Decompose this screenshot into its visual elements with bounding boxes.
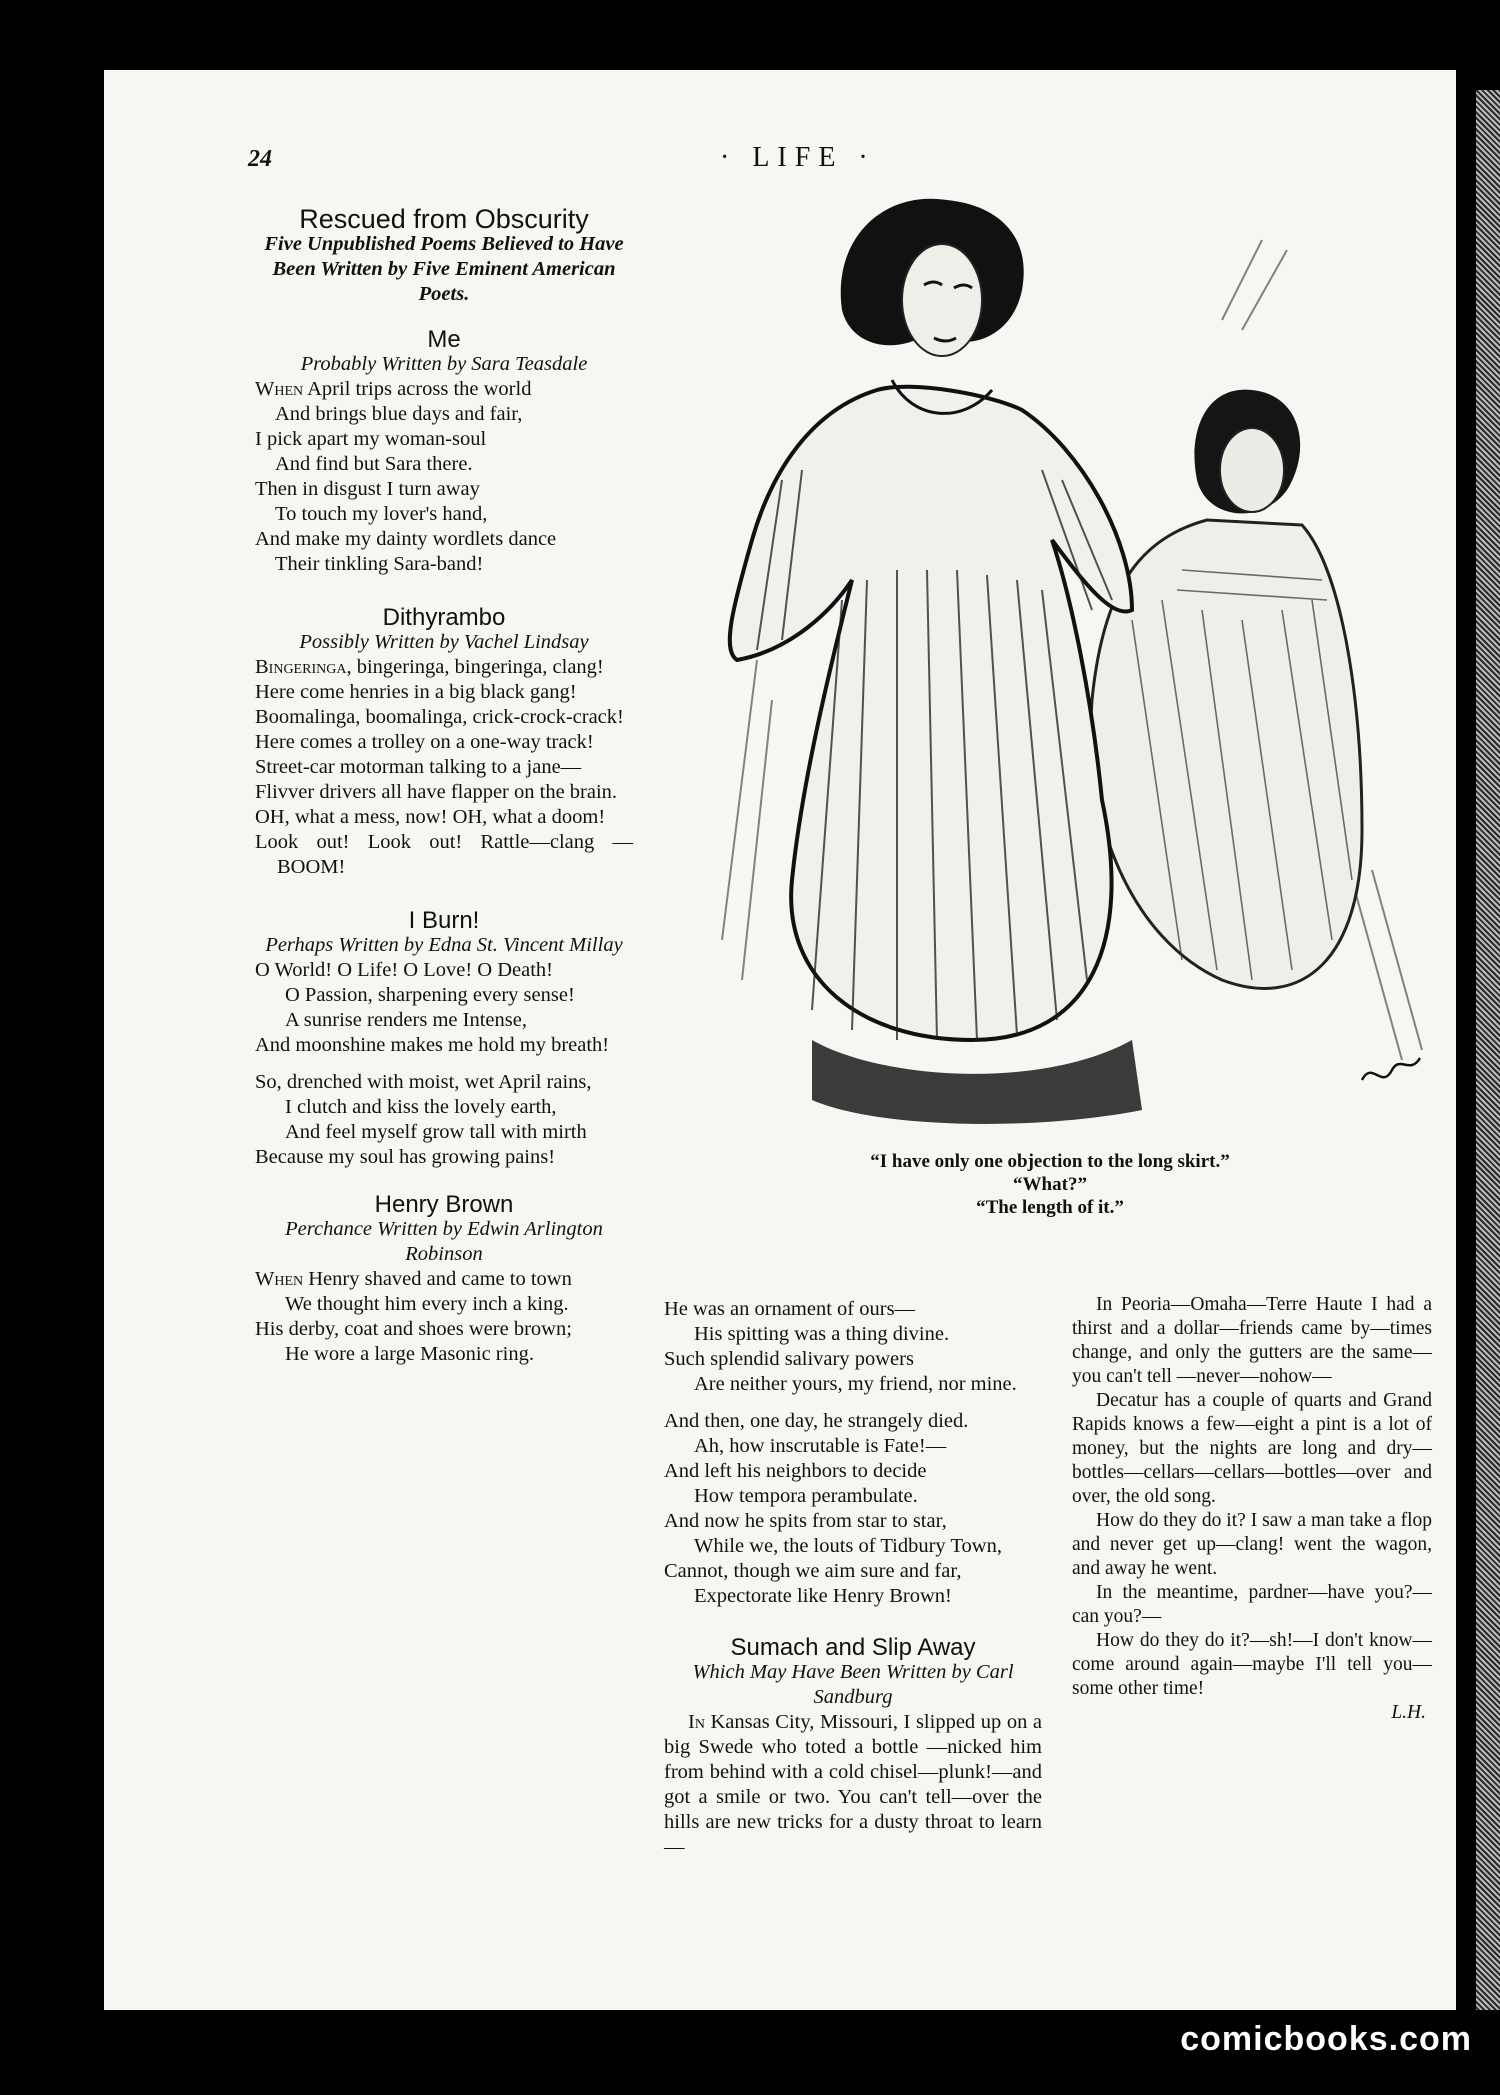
column-middle: [664, 1297, 1042, 1860]
poem-title-me: Me: [427, 326, 461, 353]
poem-attribution-i-burn: Perhaps Written by Edna St. Vincent Millay: [265, 934, 623, 956]
illustration-two-women: [662, 180, 1440, 1137]
poem-i-burn-stanza-2: So, drenched with moist, wet April rains, I clutch and kiss the lovely earth, And feel myself grow tall with mirth Because my soul has growing pains!: [255, 1071, 592, 1168]
poem-sumach-para-2: In Peoria—Omaha—Terre Haute I had a thirst and a dollar—friends came by—times change, and only the gutters are the same—you can't tell —never—nohow—: [1072, 1294, 1432, 1387]
poem-me-body: When April trips across the world And brings blue days and fair, I pick apart my woman-soul And find but Sara there. Then in disgust I turn away To touch my lover's hand, And make my dainty wordlets dance Their tinkling Sara-band!: [255, 378, 557, 575]
masthead: · LIFE ·: [720, 142, 876, 173]
poem-sumach-para-6: How do they do it?—sh!—I don't know—come around again—maybe I'll tell you—some other time!: [1072, 1630, 1432, 1699]
poem-attribution-dithyrambo: Possibly Written by Vachel Lindsay: [299, 631, 589, 653]
illustration-caption: “I have only one objection to the long skirt.” “What?” “The length of it.”: [870, 1151, 1230, 1218]
column-left: [255, 204, 633, 1379]
poem-title-henry-brown: Henry Brown: [374, 1191, 514, 1218]
poem-sumach-para-1: In Kansas City, Missouri, I slipped up on a big Swede who toted a bottle —nicked him from behind with a cold chisel—plunk!—and got a smile or two. You can't tell—over the hills are new tricks for a dusty throat to learn—: [664, 1711, 1042, 1858]
poem-title-dithyrambo: Dithyrambo: [382, 604, 506, 631]
poem-i-burn-stanza-1: O World! O Life! O Love! O Death! O Passion, sharpening every sense! A sunrise renders me Intense, And moonshine makes me hold my breath!: [255, 959, 610, 1056]
poem-title-sumach: Sumach and Slip Away: [730, 1634, 976, 1661]
poem-henry-brown-stanza-3: And then, one day, he strangely died. Ah, how inscrutable is Fate!— And left his neighbors to decide How tempora perambulate. And now he spits from star to star, While we, the louts of Tidbury Town, Cannot, though we aim sure and far, Expectorate like Henry Brown!: [664, 1410, 1002, 1607]
poem-attribution-sumach: Which May Have Been Written by Carl Sandburg: [692, 1661, 1014, 1708]
poem-henry-brown-stanza-2: He was an ornament of ours— His spitting was a thing divine. Such splendid salivary powers Are neither yours, my friend, nor mine.: [664, 1298, 1017, 1395]
poem-attribution-me: Probably Written by Sara Teasdale: [300, 353, 588, 375]
poem-sumach-para-5: In the meantime, pardner—have you?—can you?—: [1072, 1582, 1432, 1627]
poem-attribution-henry-brown: Perchance Written by Edwin Arlington Robinson: [285, 1218, 603, 1265]
poem-title-i-burn: I Burn!: [408, 907, 480, 934]
poem-sumach-para-3: Decatur has a couple of quarts and Grand Rapids knows a few—eight a pint is a lot of money, but the nights are long and dry—bottles—cellars—cellars—bottles—over and over, the old song.: [1072, 1390, 1432, 1507]
column-right: [1072, 1294, 1432, 1725]
author-signature: L.H.: [1391, 1702, 1426, 1723]
poem-sumach-para-4: How do they do it? I saw a man take a flop and never get up—clang! went the wagon, and away he went.: [1072, 1510, 1432, 1579]
watermark: comicbooks.com: [1180, 2020, 1472, 2058]
page-number: 24: [248, 146, 272, 172]
article-title: Rescued from Obscurity: [299, 204, 589, 234]
adjacent-page-edge: [1466, 90, 1500, 2010]
article-subtitle: Five Unpublished Poems Believed to Have Been Written by Five Eminent American Poets.: [264, 233, 624, 305]
poem-dithyrambo-body: Bingeringa, bingeringa, bingeringa, clang! Here come henries in a big black gang! Boomalinga, boomalinga, crick-crock-crack! Here comes a trolley on a one-way track! Street-car motorman talking to a jane— Flivver drivers all have flapper on the brain. OH, what a mess, now! OH, what a doom! Look out! Look out! Rattle—clang —BOOM!: [255, 656, 633, 878]
poem-henry-brown-stanza-1: When Henry shaved and came to town We thought him every inch a king. His derby, coat and shoes were brown; He wore a large Masonic ring.: [255, 1268, 572, 1365]
